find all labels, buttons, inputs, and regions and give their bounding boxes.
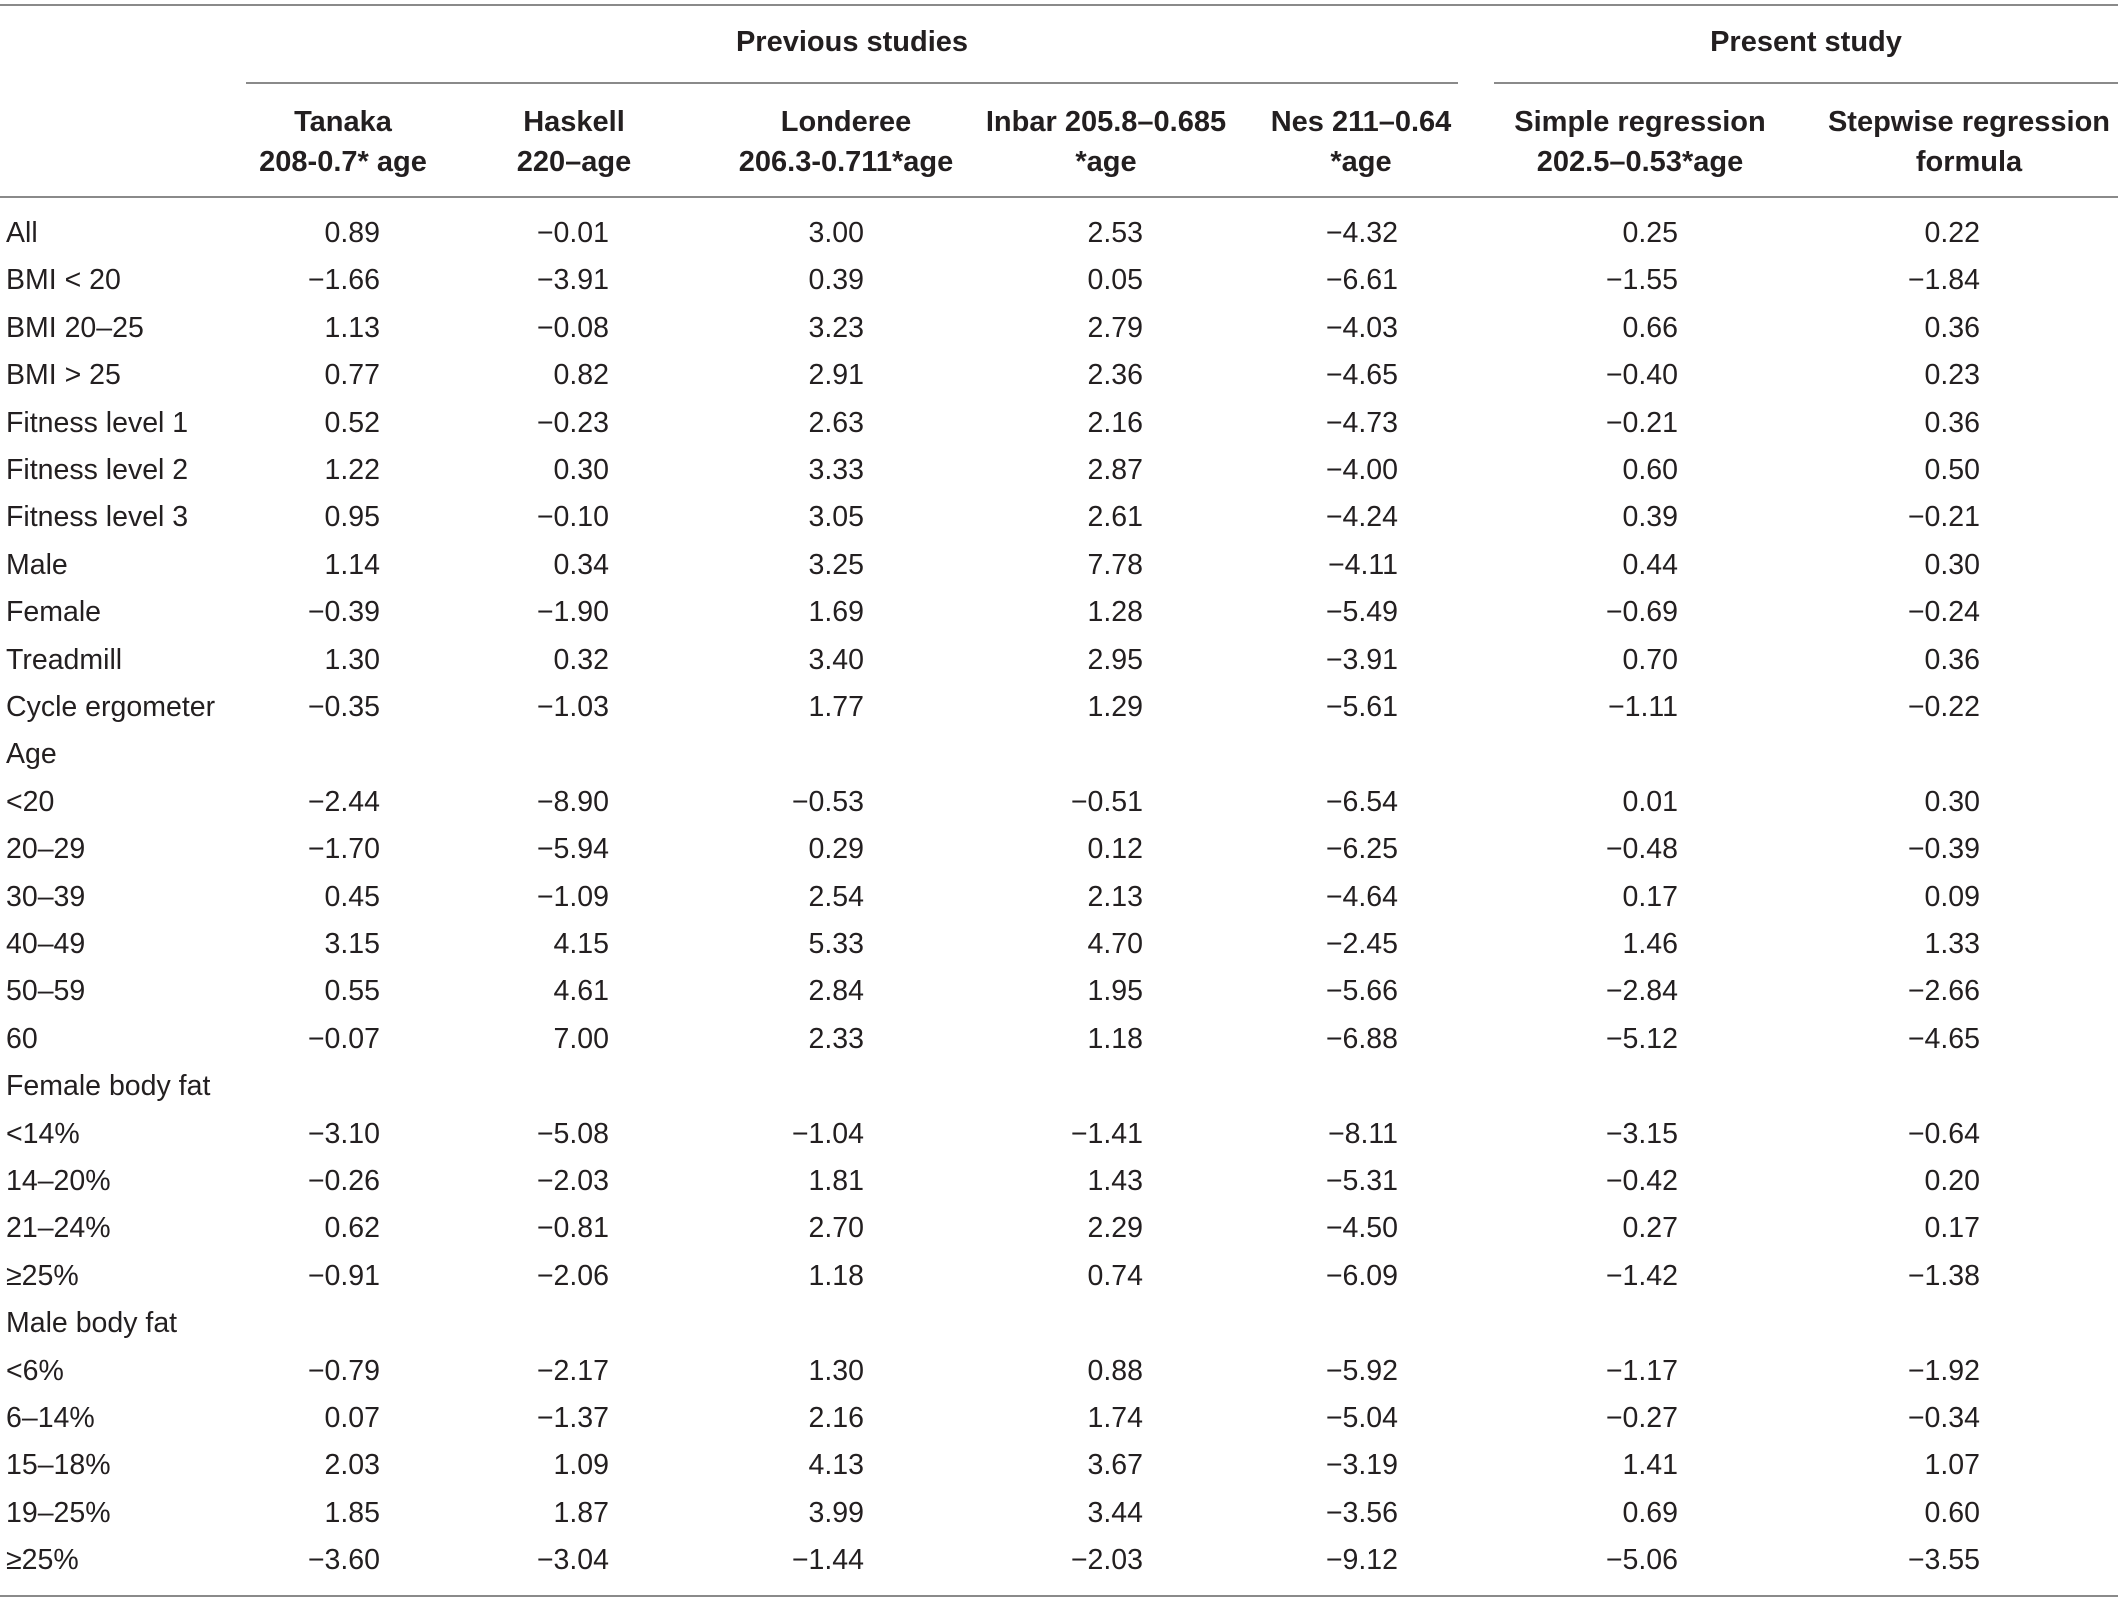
table-cell: 2.91 (808, 359, 864, 392)
table-cell: −0.08 (536, 311, 609, 344)
table-cell: −0.27 (1605, 1402, 1678, 1434)
table-cell: −0.07 (307, 1022, 380, 1055)
table-cell: −0.91 (307, 1259, 380, 1292)
table-cell: 1.46 (1622, 928, 1678, 960)
row-label: <6% (6, 1354, 64, 1387)
table-cell: 0.23 (1924, 359, 1980, 392)
table-cell: −2.84 (1605, 975, 1678, 1008)
row-label: BMI > 25 (6, 359, 121, 392)
table-row (0, 1111, 2118, 1158)
table-cell: −4.32 (1325, 217, 1398, 249)
table-cell: 0.39 (1622, 501, 1678, 534)
row-label: <20 (6, 785, 55, 818)
column-header-line2: 208-0.7* age (259, 146, 427, 178)
table-cell: −4.65 (1325, 359, 1398, 392)
table-cell: 0.01 (1622, 785, 1678, 818)
table-cell: 1.14 (324, 548, 380, 581)
table-cell: −6.25 (1325, 833, 1398, 866)
column-header-2 (474, 102, 674, 182)
table-cell: 0.52 (324, 406, 380, 439)
table-cell: −3.55 (1907, 1544, 1980, 1577)
table-cell: 0.39 (808, 264, 864, 297)
table-cell: −3.19 (1325, 1449, 1398, 1482)
column-header-line2: 206.3-0.711*age (738, 146, 954, 178)
table-cell: 3.33 (808, 454, 864, 486)
table-row (0, 1537, 2118, 1584)
table-cell: 0.44 (1622, 548, 1678, 581)
table-cell: 3.23 (808, 311, 864, 344)
table-cell: 1.81 (808, 1165, 864, 1197)
row-label: Fitness level 2 (6, 454, 189, 486)
table-cell: 3.05 (808, 501, 864, 534)
table-cell: −1.55 (1605, 264, 1678, 297)
table-cell: 0.17 (1622, 880, 1678, 913)
row-label: BMI 20–25 (6, 311, 144, 344)
row-label: 14–20% (6, 1165, 111, 1197)
table-cell: −0.39 (1907, 833, 1980, 866)
table-row (0, 1300, 2118, 1347)
table-cell: 1.33 (1924, 928, 1980, 960)
table-cell: 5.33 (808, 928, 864, 960)
table-cell: 4.15 (553, 928, 609, 960)
table-cell: −0.40 (1605, 359, 1678, 392)
table-cell: −5.12 (1605, 1022, 1678, 1055)
table-cell: −0.24 (1907, 596, 1980, 629)
table-cell: −5.06 (1605, 1544, 1678, 1577)
table-cell: −1.37 (536, 1402, 609, 1434)
table-cell: −0.39 (307, 596, 380, 629)
column-header-line1: Inbar 205.8–0.685 (985, 106, 1227, 138)
table-cell: 0.77 (324, 359, 380, 392)
table-cell: −0.51 (1070, 785, 1143, 818)
table-cell: 1.18 (1087, 1022, 1143, 1055)
table-cell: −6.54 (1325, 785, 1398, 818)
table-cell: −1.92 (1907, 1354, 1980, 1387)
table-row (0, 1063, 2118, 1110)
table-cell: −2.66 (1907, 975, 1980, 1008)
column-header-line1: Londeree (780, 106, 912, 138)
table-cell: −6.88 (1325, 1022, 1398, 1055)
table-cell: 1.74 (1087, 1402, 1143, 1434)
table-cell: 0.12 (1087, 833, 1143, 866)
table-cell: 0.22 (1924, 217, 1980, 249)
table-row (0, 684, 2118, 731)
table-cell: 1.22 (324, 454, 380, 486)
row-label: <14% (6, 1117, 80, 1150)
column-header-line2: formula (1915, 146, 2023, 178)
table-cell: −2.44 (307, 785, 380, 818)
table-cell: 0.36 (1924, 311, 1980, 344)
table-cell: −5.66 (1325, 975, 1398, 1008)
table-cell: −1.42 (1605, 1259, 1678, 1292)
table-cell: 2.36 (1087, 359, 1143, 392)
table-cell: 1.13 (324, 311, 380, 344)
table-cell: −1.41 (1070, 1117, 1143, 1150)
table-cell: 4.70 (1087, 928, 1143, 960)
table-cell: 0.62 (324, 1212, 380, 1245)
table-cell: −1.66 (307, 264, 380, 297)
table-cell: 2.29 (1087, 1212, 1143, 1245)
row-label: 60 (6, 1022, 38, 1055)
table-cell: 0.07 (324, 1402, 380, 1434)
table-cell: −1.03 (536, 691, 609, 723)
table-cell: 3.67 (1087, 1449, 1143, 1482)
table-row (0, 874, 2118, 921)
column-header-line1: Nes 211–0.64 (1270, 106, 1452, 138)
column-header-line2: *age (1075, 146, 1137, 178)
table-cell: 2.16 (808, 1402, 864, 1434)
table-cell: 1.28 (1087, 596, 1143, 629)
table-cell: 0.36 (1924, 643, 1980, 676)
column-header-5 (1251, 102, 1471, 182)
table-cell: 0.27 (1622, 1212, 1678, 1245)
table-cell: 0.55 (324, 975, 380, 1008)
table-cell: 0.30 (1924, 785, 1980, 818)
row-label: All (6, 217, 38, 249)
table-cell: 3.00 (808, 217, 864, 249)
table-row (0, 1253, 2118, 1300)
table-cell: 2.13 (1087, 880, 1143, 913)
table-row (0, 1395, 2118, 1442)
column-header-4 (961, 102, 1251, 182)
table-cell: −4.65 (1907, 1022, 1980, 1055)
table-cell: 0.32 (553, 643, 609, 676)
table-cell: −0.64 (1907, 1117, 1980, 1150)
table-cell: −6.61 (1325, 264, 1398, 297)
table-cell: 1.18 (808, 1259, 864, 1292)
group-present-study: Present study (1710, 26, 1902, 58)
table-cell: −3.56 (1325, 1496, 1398, 1529)
table-cell: −0.21 (1907, 501, 1980, 534)
table-cell: 0.50 (1924, 454, 1980, 486)
table-cell: 3.15 (324, 928, 380, 960)
table-row (0, 589, 2118, 636)
table-cell: −5.49 (1325, 596, 1398, 629)
column-header-line1: Simple regression (1514, 106, 1766, 138)
table-cell: 1.41 (1622, 1449, 1678, 1482)
table-cell: −4.00 (1325, 454, 1398, 486)
table-cell: −2.17 (536, 1354, 609, 1387)
row-label: BMI < 20 (6, 264, 121, 297)
row-label: ≥25% (6, 1259, 79, 1292)
column-header-line2: 220–age (516, 146, 632, 178)
table-cell: 2.61 (1087, 501, 1143, 534)
row-label: ≥25% (6, 1544, 79, 1577)
group-previous-studies: Previous studies (735, 26, 969, 58)
table-cell: 2.70 (808, 1212, 864, 1245)
header-rule (0, 196, 2118, 198)
table-cell: 0.36 (1924, 406, 1980, 439)
table-cell: −1.04 (791, 1117, 864, 1150)
table-cell: −0.22 (1907, 691, 1980, 723)
table-cell: −0.21 (1605, 406, 1678, 439)
table-cell: 0.34 (553, 548, 609, 581)
table-cell: −8.90 (536, 785, 609, 818)
row-label: Treadmill (6, 643, 123, 676)
row-label: 19–25% (6, 1496, 111, 1529)
table-cell: −0.79 (307, 1354, 380, 1387)
row-label: 21–24% (6, 1212, 111, 1245)
group-rule-previous (246, 82, 1458, 84)
table-cell: −1.84 (1907, 264, 1980, 297)
table-cell: −4.73 (1325, 406, 1398, 439)
table-row (0, 400, 2118, 447)
table-row (0, 779, 2118, 826)
table-cell: 3.99 (808, 1496, 864, 1529)
table-row (0, 1348, 2118, 1395)
table-cell: −1.38 (1907, 1259, 1980, 1292)
table-cell: −0.53 (791, 785, 864, 818)
table-cell: −0.26 (307, 1165, 380, 1197)
table-cell: −0.69 (1605, 596, 1678, 629)
table-cell: −1.11 (1608, 691, 1678, 723)
table-cell: −5.61 (1325, 691, 1398, 723)
table-cell: −3.10 (307, 1117, 380, 1150)
table-cell: 0.05 (1087, 264, 1143, 297)
table-cell: 0.09 (1924, 880, 1980, 913)
table-cell: −8.11 (1328, 1117, 1398, 1150)
table-cell: 1.87 (553, 1496, 609, 1529)
table-cell: −0.10 (536, 501, 609, 534)
table-cell: 1.07 (1924, 1449, 1980, 1482)
table-cell: 0.74 (1087, 1259, 1143, 1292)
table-cell: −3.04 (536, 1544, 609, 1577)
table-cell: 1.29 (1087, 691, 1143, 723)
table-row (0, 542, 2118, 589)
table-row (0, 1158, 2118, 1205)
table-cell: −4.50 (1325, 1212, 1398, 1245)
table-cell: 1.95 (1087, 975, 1143, 1008)
table-cell: −1.90 (536, 596, 609, 629)
table-cell: −5.04 (1325, 1402, 1398, 1434)
table-row (0, 826, 2118, 873)
row-label: 20–29 (6, 833, 86, 866)
table-cell: 2.63 (808, 406, 864, 439)
row-label: 6–14% (6, 1402, 95, 1434)
table-cell: −2.45 (1325, 928, 1398, 960)
table-cell: 0.30 (1924, 548, 1980, 581)
table-cell: −4.11 (1328, 548, 1398, 581)
table-cell: 0.25 (1622, 217, 1678, 249)
table-cell: 2.84 (808, 975, 864, 1008)
table-cell: 2.03 (324, 1449, 380, 1482)
table-cell: −3.60 (307, 1544, 380, 1577)
table-cell: 0.89 (324, 217, 380, 249)
row-label: Cycle ergometer (6, 691, 216, 723)
table-cell: 2.95 (1087, 643, 1143, 676)
table-cell: 2.54 (808, 880, 864, 913)
row-label: Fitness level 3 (6, 501, 189, 534)
column-header-line2: 202.5–0.53*age (1536, 146, 1744, 178)
table-row (0, 731, 2118, 778)
column-header-6 (1490, 102, 1790, 182)
table-cell: 1.85 (324, 1496, 380, 1529)
table-cell: 2.53 (1087, 217, 1143, 249)
table-cell: −2.03 (536, 1165, 609, 1197)
table-row (0, 352, 2118, 399)
table-cell: 7.78 (1087, 548, 1143, 581)
row-label: Fitness level 1 (6, 406, 189, 439)
bottom-rule (0, 1595, 2118, 1597)
table-row (0, 1016, 2118, 1063)
table-cell: −9.12 (1325, 1544, 1398, 1577)
table-cell: −2.06 (536, 1259, 609, 1292)
table-cell: −0.81 (536, 1212, 609, 1245)
column-header-line2: *age (1330, 146, 1392, 178)
table-cell: −1.09 (536, 880, 609, 913)
table-row (0, 447, 2118, 494)
table-cell: 3.40 (808, 643, 864, 676)
table-cell: −2.03 (1070, 1544, 1143, 1577)
table-cell: −0.23 (536, 406, 609, 439)
column-header-3 (706, 102, 986, 182)
table-cell: 0.70 (1622, 643, 1678, 676)
table-cell: 0.66 (1622, 311, 1678, 344)
table-row (0, 494, 2118, 541)
table-cell: 0.82 (553, 359, 609, 392)
row-label: Male (6, 548, 68, 581)
table-cell: −0.34 (1907, 1402, 1980, 1434)
table-cell: −4.24 (1325, 501, 1398, 534)
table-cell: 1.30 (324, 643, 380, 676)
column-header-1 (233, 102, 453, 182)
table-cell: 0.30 (553, 454, 609, 486)
row-label: 30–39 (6, 880, 86, 913)
table-cell: 0.60 (1622, 454, 1678, 486)
table-cell: −0.01 (536, 217, 609, 249)
table-cell: −0.48 (1605, 833, 1678, 866)
table-cell: −3.91 (1325, 643, 1398, 676)
table-row (0, 637, 2118, 684)
table-cell: −1.44 (791, 1544, 864, 1577)
table-row (0, 921, 2118, 968)
table-cell: 0.60 (1924, 1496, 1980, 1529)
table-cell: 0.17 (1924, 1212, 1980, 1245)
table-cell: −5.08 (536, 1117, 609, 1150)
row-label: 40–49 (6, 928, 86, 960)
row-label: Male body fat (6, 1307, 178, 1340)
table-cell: −1.70 (307, 833, 380, 866)
table-cell: 1.77 (808, 691, 864, 723)
table-cell: 0.69 (1622, 1496, 1678, 1529)
row-label: 15–18% (6, 1449, 111, 1482)
table-cell: −3.91 (536, 264, 609, 297)
table-cell: −6.09 (1325, 1259, 1398, 1292)
row-label: Female body fat (6, 1070, 211, 1103)
table-cell: 3.44 (1087, 1496, 1143, 1529)
table-cell: −5.94 (536, 833, 609, 866)
table-cell: 1.43 (1087, 1165, 1143, 1197)
table-cell: 1.30 (808, 1354, 864, 1387)
table-row (0, 257, 2118, 304)
table-cell: 0.88 (1087, 1354, 1143, 1387)
table-cell: 2.79 (1087, 311, 1143, 344)
table-cell: 1.69 (808, 596, 864, 629)
table-row (0, 1442, 2118, 1489)
row-label: Female (6, 596, 102, 629)
table-row (0, 968, 2118, 1015)
table-cell: 4.61 (553, 975, 609, 1008)
table-cell: −5.92 (1325, 1354, 1398, 1387)
table-cell: 7.00 (553, 1022, 609, 1055)
table-cell: 0.95 (324, 501, 380, 534)
table-row (0, 1490, 2118, 1537)
column-header-7 (1819, 102, 2118, 182)
table-cell: 4.13 (808, 1449, 864, 1482)
top-rule (0, 4, 2118, 6)
table-cell: −4.03 (1325, 311, 1398, 344)
column-header-line1: Tanaka (294, 106, 392, 138)
table-cell: 0.20 (1924, 1165, 1980, 1197)
table-row (0, 305, 2118, 352)
table-cell: 2.33 (808, 1022, 864, 1055)
table-row (0, 1205, 2118, 1252)
table-cell: 2.16 (1087, 406, 1143, 439)
table-cell: 2.87 (1087, 454, 1143, 486)
table-cell: −4.64 (1325, 880, 1398, 913)
table-cell: 1.09 (553, 1449, 609, 1482)
column-header-line1: Haskell (523, 106, 625, 138)
column-header-line1: Stepwise regression (1827, 106, 2111, 138)
table-cell: 0.29 (808, 833, 864, 866)
table-cell: 3.25 (808, 548, 864, 581)
table-cell: −0.35 (307, 691, 380, 723)
table-cell: −5.31 (1325, 1165, 1398, 1197)
group-rule-present (1494, 82, 2118, 84)
table-cell: −3.15 (1605, 1117, 1678, 1150)
table-cell: −1.17 (1605, 1354, 1678, 1387)
row-label: Age (6, 738, 57, 771)
table-row (0, 210, 2118, 257)
table-cell: −0.42 (1605, 1165, 1678, 1197)
row-label: 50–59 (6, 975, 86, 1008)
table-cell: 0.45 (324, 880, 380, 913)
